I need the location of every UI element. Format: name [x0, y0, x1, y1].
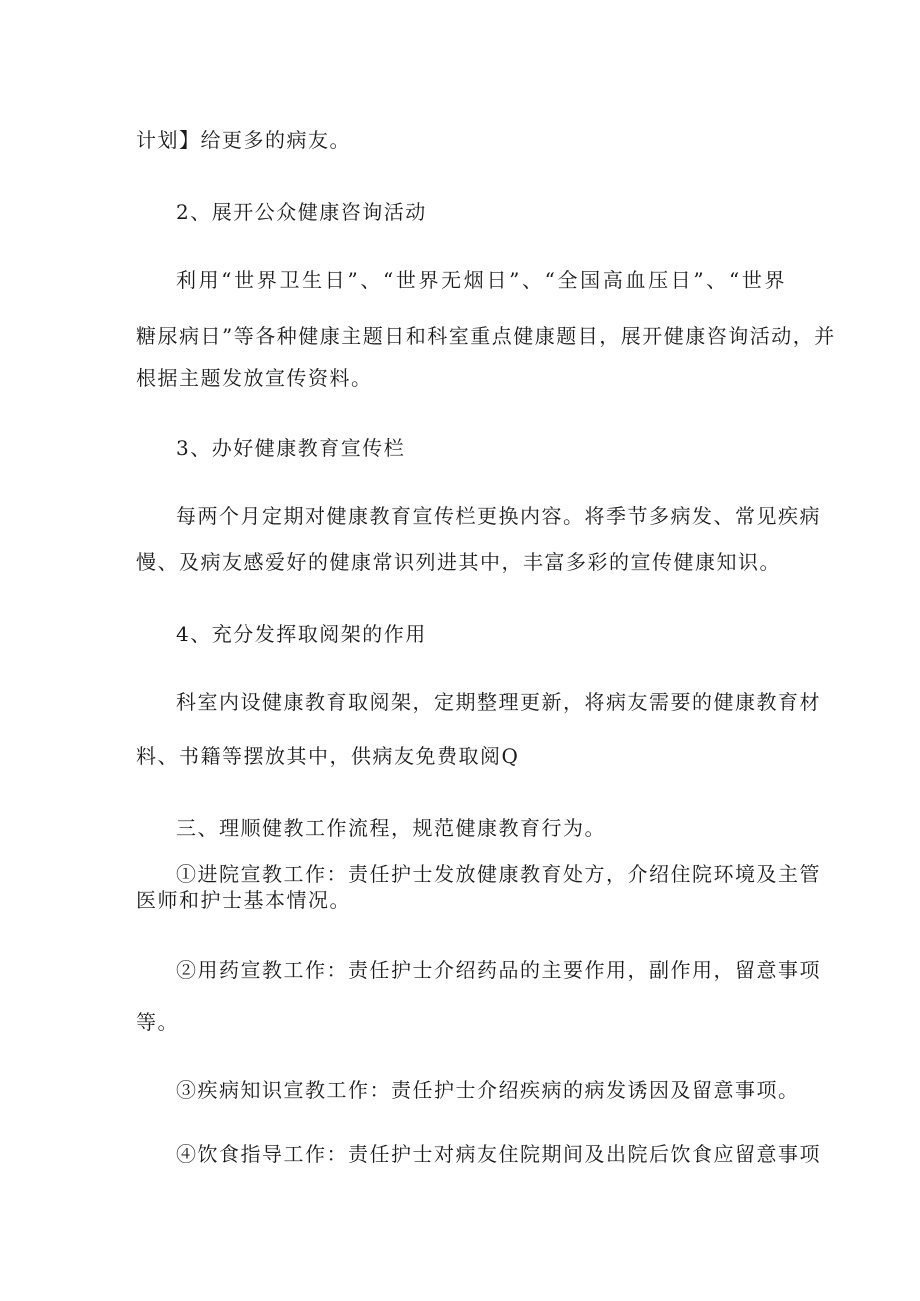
text-line-bulletin-2: 慢、及病友感爱好的健康常识列进其中，丰富多彩的宣传健康知识。 — [136, 550, 781, 574]
text-line-medication-2: 等。 — [136, 1010, 179, 1034]
text-line-health-days-1: 利用“世界卫生日”、“世界无烟日”、“全国高血压日”、“世界 — [176, 268, 786, 292]
text-line-diet-guidance: ④饮食指导工作：责任护士对病友住院期间及出院后饮食应留意事项 — [176, 1142, 821, 1166]
text-line-medication-1: ②用药宣教工作：责任护士介绍药品的主要作用，副作用，留意事项 — [176, 958, 821, 982]
text-line-admission-2: 医师和护士基本情况。 — [136, 888, 351, 912]
text-line-health-days-2: 糖尿病日”等各种健康主题日和科室重点健康题目，展开健康咨询活动，并 — [136, 324, 836, 348]
text-line-reading-rack-1: 科室内设健康教育取阅架，定期整理更新，将病友需要的健康教育材 — [176, 690, 821, 714]
text-line-health-days-3: 根据主题发放宣传资料。 — [136, 366, 373, 390]
text-line-admission-1: ①进院宣教工作：责任护士发放健康教育处方，介绍住院环境及主管 — [176, 862, 821, 886]
section-heading-bulletin-board: 3、办好健康教育宣传栏 — [176, 436, 406, 460]
text-line-plan-continuation: 计划】给更多的病友。 — [136, 128, 351, 152]
section-heading-reading-rack: 4、充分发挥取阅架的作用 — [176, 622, 427, 646]
text-line-disease-knowledge: ③疾病知识宣教工作：责任护士介绍疾病的病发诱因及留意事项。 — [176, 1078, 800, 1102]
section-heading-workflow: 三、理顺健教工作流程，规范健康教育行为。 — [176, 816, 606, 840]
text-line-reading-rack-2: 料、书籍等摆放其中，供病友免费取阅Q — [136, 744, 520, 768]
section-heading-public-consultation: 2、展开公众健康咨询活动 — [176, 200, 427, 224]
text-line-bulletin-1: 每两个月定期对健康教育宣传栏更换内容。将季节多病发、常见疾病 — [176, 504, 821, 528]
